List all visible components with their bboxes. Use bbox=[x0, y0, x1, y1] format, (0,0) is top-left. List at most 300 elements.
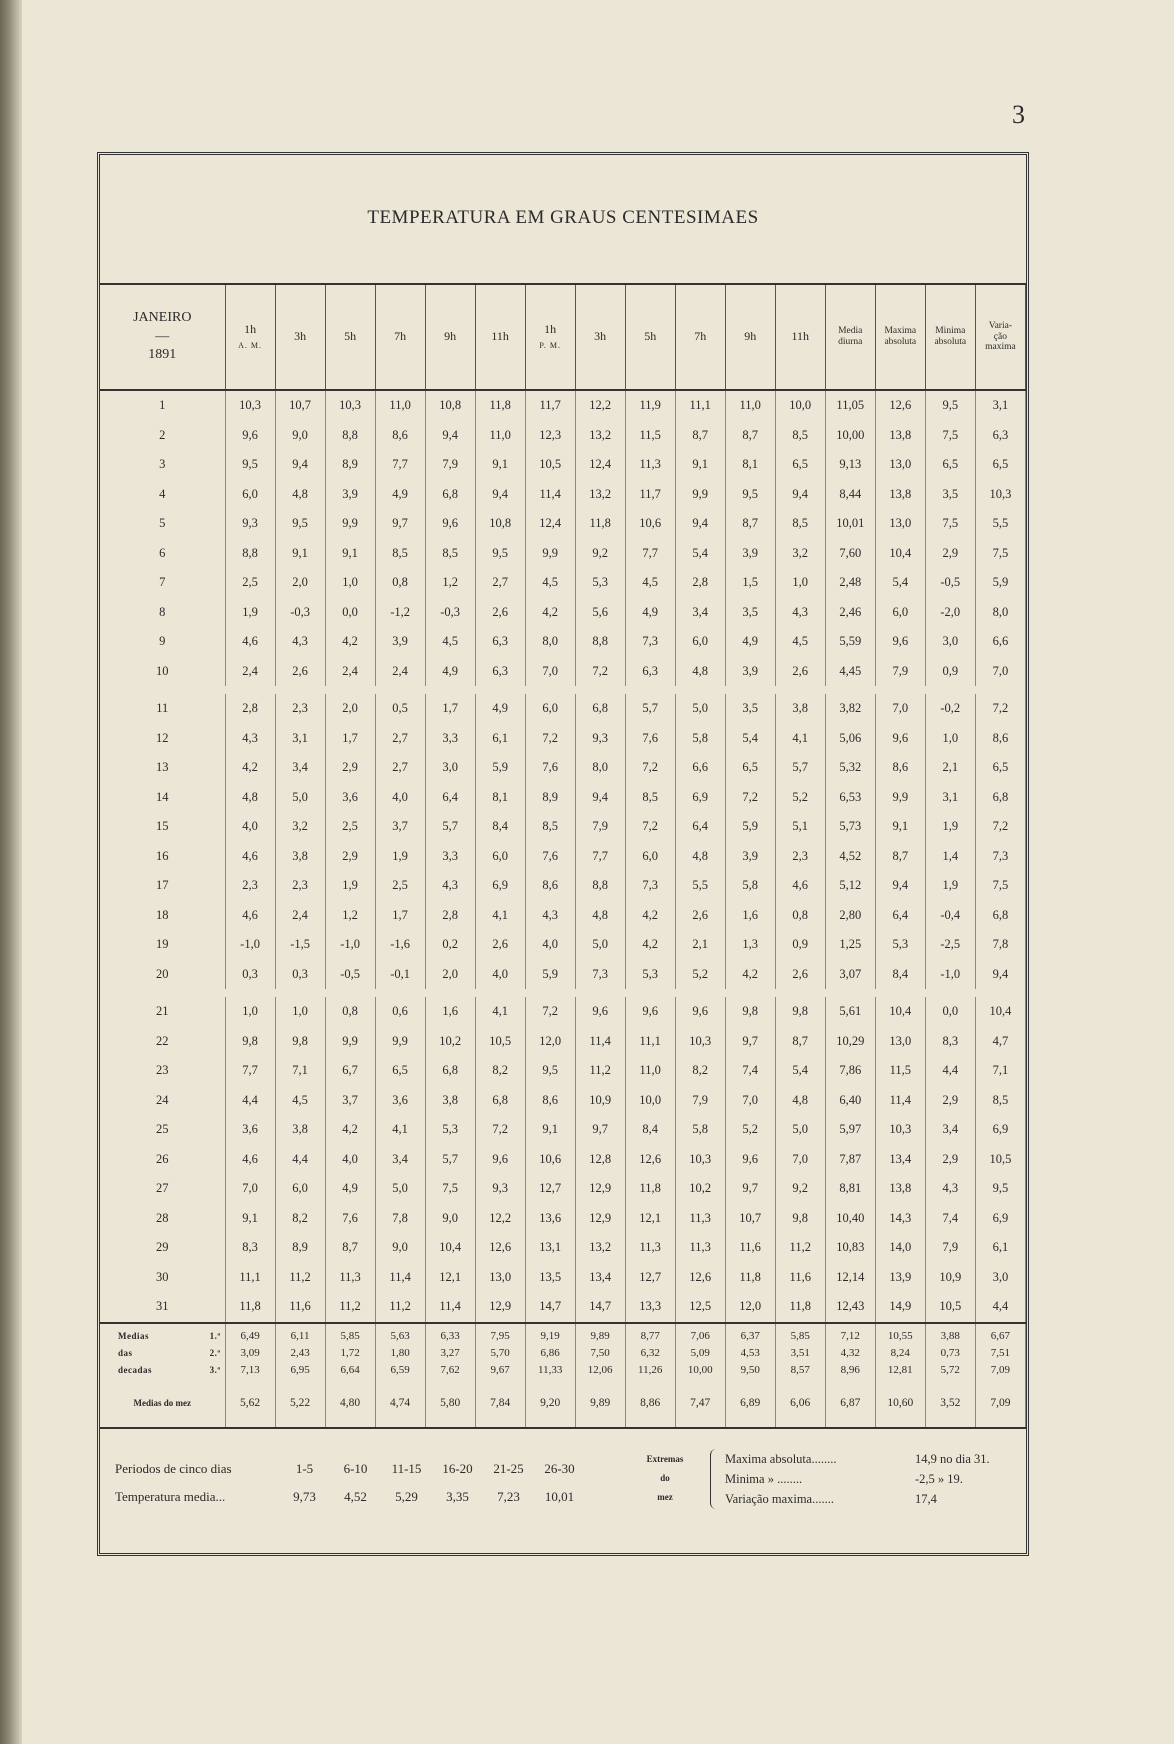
value-cell: 2,6 bbox=[475, 598, 525, 628]
value-cell: 8,5 bbox=[775, 509, 825, 539]
period-temp-row bbox=[115, 1483, 585, 1511]
value-cell: 7,0 bbox=[775, 1145, 825, 1175]
value-cell: 13,2 bbox=[575, 421, 625, 451]
value-cell: 11,4 bbox=[425, 1292, 475, 1323]
value-cell: 13,4 bbox=[575, 1263, 625, 1293]
variacao-maxima-header: Varia- ção maxima bbox=[975, 285, 1025, 390]
value-cell: 0,9 bbox=[925, 657, 975, 687]
value-cell: 10,4 bbox=[875, 997, 925, 1027]
value-cell: -0,1 bbox=[375, 960, 425, 990]
value-cell: 5,59 bbox=[825, 627, 875, 657]
value-cell: 3,8 bbox=[775, 694, 825, 724]
value-cell: 6,1 bbox=[975, 1233, 1025, 1263]
value-cell: 11,1 bbox=[625, 1027, 675, 1057]
value-cell: 13,8 bbox=[875, 421, 925, 451]
table-frame bbox=[97, 152, 1029, 1556]
value-cell: 7,9 bbox=[925, 1233, 975, 1263]
value-cell: 2,6 bbox=[775, 960, 825, 990]
decade-mean-value: 8,77 bbox=[625, 1323, 675, 1345]
value-cell: 5,3 bbox=[575, 568, 625, 598]
decade-mean-value: 5,85 bbox=[325, 1323, 375, 1345]
month-mean-value: 5,80 bbox=[425, 1379, 475, 1428]
decade-mean-value: 3,09 bbox=[225, 1345, 275, 1362]
value-cell: 9,13 bbox=[825, 450, 875, 480]
brace bbox=[710, 1449, 721, 1509]
value-cell: 7,7 bbox=[575, 842, 625, 872]
table-row bbox=[100, 901, 1026, 931]
value-cell: 0,8 bbox=[375, 568, 425, 598]
decade-mean-label bbox=[100, 1362, 225, 1379]
value-cell: 7,2 bbox=[625, 753, 675, 783]
table-row bbox=[100, 842, 1026, 872]
decade-mean-value: 7,51 bbox=[975, 1345, 1025, 1362]
decade-mean-value: 6,32 bbox=[625, 1345, 675, 1362]
hour-header: 11h bbox=[775, 285, 825, 390]
value-cell: 9,5 bbox=[725, 480, 775, 510]
period-value: 21-25 bbox=[493, 1461, 524, 1476]
extreme-row: Maxima absoluta........ 14,9 no dia 31. bbox=[725, 1451, 990, 1466]
value-cell: 7,8 bbox=[375, 1204, 425, 1234]
value-cell: 11,8 bbox=[775, 1292, 825, 1323]
value-cell: 4,2 bbox=[625, 901, 675, 931]
decade-mean-row bbox=[100, 1323, 1026, 1345]
table-row bbox=[100, 724, 1026, 754]
table-row bbox=[100, 539, 1026, 569]
period-value: 11-15 bbox=[391, 1461, 422, 1476]
value-cell: 13,6 bbox=[525, 1204, 575, 1234]
period-temp: 3,35 bbox=[446, 1489, 469, 1504]
value-cell: 6,40 bbox=[825, 1086, 875, 1116]
value-cell: 10,9 bbox=[575, 1086, 625, 1116]
value-cell: 9,6 bbox=[475, 1145, 525, 1175]
value-cell: 14,0 bbox=[875, 1233, 925, 1263]
value-cell: 3,1 bbox=[975, 390, 1025, 421]
temperature-media-label: Temperatura media... bbox=[115, 1489, 226, 1504]
periods-label: Periodos de cinco dias bbox=[115, 1461, 232, 1476]
decade-mean-value: 6,33 bbox=[425, 1323, 475, 1345]
value-cell: 8,1 bbox=[475, 783, 525, 813]
value-cell: 1,7 bbox=[425, 694, 475, 724]
extreme-row: Variação maxima....... 17,4 bbox=[725, 1491, 937, 1506]
value-cell: 7,0 bbox=[725, 1086, 775, 1116]
table-row bbox=[100, 871, 1026, 901]
value-cell: 10,00 bbox=[825, 421, 875, 451]
value-cell: 12,9 bbox=[475, 1292, 525, 1323]
value-cell: 1,0 bbox=[275, 997, 325, 1027]
table-row bbox=[100, 997, 1026, 1027]
value-cell: 13,4 bbox=[875, 1145, 925, 1175]
value-cell: 6,6 bbox=[675, 753, 725, 783]
value-cell: 2,7 bbox=[475, 568, 525, 598]
value-cell: 6,0 bbox=[625, 842, 675, 872]
value-cell: 4,52 bbox=[825, 842, 875, 872]
value-cell: 4,2 bbox=[525, 598, 575, 628]
value-cell: 12,7 bbox=[525, 1174, 575, 1204]
day-cell: 16 bbox=[100, 842, 225, 872]
table-row bbox=[100, 450, 1026, 480]
value-cell: 11,0 bbox=[625, 1056, 675, 1086]
value-cell: 3,2 bbox=[775, 539, 825, 569]
decade-mean-value: 7,50 bbox=[575, 1345, 625, 1362]
hour-header: 5h bbox=[325, 285, 375, 390]
value-cell: 1,9 bbox=[375, 842, 425, 872]
day-cell: 28 bbox=[100, 1204, 225, 1234]
day-cell: 9 bbox=[100, 627, 225, 657]
value-cell: 10,0 bbox=[775, 390, 825, 421]
month-mean-row bbox=[100, 1379, 1026, 1428]
value-cell: 4,2 bbox=[625, 930, 675, 960]
value-cell: 14,7 bbox=[525, 1292, 575, 1323]
value-cell: 2,8 bbox=[675, 568, 725, 598]
value-cell: 3,7 bbox=[375, 812, 425, 842]
day-cell: 25 bbox=[100, 1115, 225, 1145]
value-cell: 11,8 bbox=[625, 1174, 675, 1204]
value-cell: -2,5 bbox=[925, 930, 975, 960]
value-cell: 9,7 bbox=[725, 1027, 775, 1057]
value-cell: 5,3 bbox=[425, 1115, 475, 1145]
value-cell: 5,1 bbox=[775, 812, 825, 842]
value-cell: 5,5 bbox=[975, 509, 1025, 539]
value-cell: 10,5 bbox=[925, 1292, 975, 1323]
value-cell: 13,0 bbox=[875, 450, 925, 480]
value-cell: 5,4 bbox=[775, 1056, 825, 1086]
value-cell: 1,0 bbox=[925, 724, 975, 754]
value-cell: 3,9 bbox=[325, 480, 375, 510]
value-cell: 5,06 bbox=[825, 724, 875, 754]
value-cell: 7,2 bbox=[725, 783, 775, 813]
daily-rows bbox=[100, 390, 1026, 1428]
value-cell: 9,5 bbox=[925, 390, 975, 421]
value-cell: 3,1 bbox=[925, 783, 975, 813]
value-cell: 1,3 bbox=[725, 930, 775, 960]
value-cell: 10,4 bbox=[975, 997, 1025, 1027]
value-cell: 5,73 bbox=[825, 812, 875, 842]
value-cell: 2,3 bbox=[275, 694, 325, 724]
value-cell: 6,3 bbox=[475, 627, 525, 657]
value-cell: 4,9 bbox=[375, 480, 425, 510]
month-mean-value: 6,89 bbox=[725, 1379, 775, 1428]
month-mean-value: 3,52 bbox=[925, 1379, 975, 1428]
value-cell: 3,6 bbox=[375, 1086, 425, 1116]
value-cell: 0,9 bbox=[775, 930, 825, 960]
value-cell: -1,6 bbox=[375, 930, 425, 960]
value-cell: 3,6 bbox=[225, 1115, 275, 1145]
value-cell: 10,5 bbox=[525, 450, 575, 480]
value-cell: 9,8 bbox=[775, 1204, 825, 1234]
value-cell: 13,0 bbox=[875, 509, 925, 539]
value-cell: 8,7 bbox=[875, 842, 925, 872]
day-cell: 6 bbox=[100, 539, 225, 569]
value-cell: 9,4 bbox=[475, 480, 525, 510]
value-cell: 1,9 bbox=[925, 871, 975, 901]
value-cell: 2,4 bbox=[375, 657, 425, 687]
day-cell: 10 bbox=[100, 657, 225, 687]
value-cell: 13,8 bbox=[875, 1174, 925, 1204]
table-row bbox=[100, 1204, 1026, 1234]
hour-header: 1h P. M. bbox=[525, 285, 575, 390]
value-cell: 11,0 bbox=[375, 390, 425, 421]
decade-mean-value: 9,50 bbox=[725, 1362, 775, 1379]
value-cell: 7,9 bbox=[425, 450, 475, 480]
header-row bbox=[100, 285, 1026, 390]
value-cell: 5,97 bbox=[825, 1115, 875, 1145]
value-cell: 3,9 bbox=[725, 539, 775, 569]
value-cell: 4,3 bbox=[225, 724, 275, 754]
value-cell: 12,7 bbox=[625, 1263, 675, 1293]
value-cell: 0,5 bbox=[375, 694, 425, 724]
period-value: 26-30 bbox=[544, 1461, 575, 1476]
value-cell: 4,4 bbox=[275, 1145, 325, 1175]
table-row bbox=[100, 1115, 1026, 1145]
decade-word: Medias bbox=[118, 1331, 149, 1341]
value-cell: 6,1 bbox=[475, 724, 525, 754]
pm-label: P. M. bbox=[539, 341, 561, 351]
value-cell: 8,0 bbox=[975, 598, 1025, 628]
value-cell: 11,8 bbox=[725, 1263, 775, 1293]
value-cell: 5,0 bbox=[575, 930, 625, 960]
month-mean-value: 5,22 bbox=[275, 1379, 325, 1428]
value-cell: 11,05 bbox=[825, 390, 875, 421]
value-cell: 7,2 bbox=[525, 997, 575, 1027]
value-cell: 3,5 bbox=[725, 598, 775, 628]
hour-header: 5h bbox=[625, 285, 675, 390]
table-row bbox=[100, 568, 1026, 598]
value-cell: 10,3 bbox=[675, 1145, 725, 1175]
value-cell: 6,8 bbox=[575, 694, 625, 724]
value-cell: 4,9 bbox=[725, 627, 775, 657]
value-cell: 8,7 bbox=[325, 1233, 375, 1263]
decade-mean-value: 9,19 bbox=[525, 1323, 575, 1345]
value-cell: 5,12 bbox=[825, 871, 875, 901]
value-cell: 4,1 bbox=[475, 997, 525, 1027]
table-row bbox=[100, 753, 1026, 783]
value-cell: 6,9 bbox=[975, 1115, 1025, 1145]
value-cell: 7,8 bbox=[975, 930, 1025, 960]
value-cell: 9,9 bbox=[375, 1027, 425, 1057]
decade-mean-value: 7,95 bbox=[475, 1323, 525, 1345]
value-cell: 11,2 bbox=[325, 1292, 375, 1323]
value-cell: 3,9 bbox=[375, 627, 425, 657]
value-cell: 9,8 bbox=[225, 1027, 275, 1057]
value-cell: 6,5 bbox=[375, 1056, 425, 1086]
value-cell: 7,4 bbox=[925, 1204, 975, 1234]
value-cell: 11,2 bbox=[275, 1263, 325, 1293]
value-cell: 10,4 bbox=[425, 1233, 475, 1263]
day-cell: 20 bbox=[100, 960, 225, 990]
hour-header: 9h bbox=[725, 285, 775, 390]
month-mean-value: 7,09 bbox=[975, 1379, 1025, 1428]
value-cell: 13,1 bbox=[525, 1233, 575, 1263]
value-cell: 6,4 bbox=[675, 812, 725, 842]
value-cell: 9,8 bbox=[725, 997, 775, 1027]
value-cell: 10,40 bbox=[825, 1204, 875, 1234]
value-cell: 5,7 bbox=[425, 812, 475, 842]
decade-mean-value: 11,26 bbox=[625, 1362, 675, 1379]
value-cell: 7,6 bbox=[525, 842, 575, 872]
value-cell: 8,44 bbox=[825, 480, 875, 510]
value-cell: 1,6 bbox=[725, 901, 775, 931]
value-cell: 2,8 bbox=[425, 901, 475, 931]
value-cell: 13,5 bbox=[525, 1263, 575, 1293]
value-cell: 11,4 bbox=[875, 1086, 925, 1116]
value-cell: 9,1 bbox=[525, 1115, 575, 1145]
value-cell: 6,5 bbox=[775, 450, 825, 480]
value-cell: 4,8 bbox=[275, 480, 325, 510]
value-cell: 1,6 bbox=[425, 997, 475, 1027]
value-cell: 4,5 bbox=[775, 627, 825, 657]
value-cell: 11,3 bbox=[675, 1204, 725, 1234]
value-cell: 12,2 bbox=[575, 390, 625, 421]
decade-mean-value: 5,72 bbox=[925, 1362, 975, 1379]
table-row bbox=[100, 812, 1026, 842]
value-cell: 6,7 bbox=[325, 1056, 375, 1086]
value-cell: 4,3 bbox=[925, 1174, 975, 1204]
value-cell: 2,7 bbox=[375, 753, 425, 783]
day-cell: 12 bbox=[100, 724, 225, 754]
table-row bbox=[100, 1292, 1026, 1323]
value-cell: 9,3 bbox=[475, 1174, 525, 1204]
value-cell: 2,5 bbox=[225, 568, 275, 598]
value-cell: 4,3 bbox=[275, 627, 325, 657]
decade-mean-value: 6,95 bbox=[275, 1362, 325, 1379]
value-cell: 2,5 bbox=[325, 812, 375, 842]
value-cell: 4,0 bbox=[225, 812, 275, 842]
value-cell: 0,8 bbox=[325, 997, 375, 1027]
decade-ordinal: 2.ª bbox=[209, 1348, 221, 1358]
value-cell: 7,3 bbox=[625, 871, 675, 901]
value-cell: 4,4 bbox=[925, 1056, 975, 1086]
value-cell: 0,0 bbox=[325, 598, 375, 628]
value-cell: 11,7 bbox=[625, 480, 675, 510]
day-cell: 14 bbox=[100, 783, 225, 813]
value-cell: 4,6 bbox=[775, 871, 825, 901]
value-cell: 11,5 bbox=[875, 1056, 925, 1086]
table-row bbox=[100, 1174, 1026, 1204]
value-cell: 4,9 bbox=[325, 1174, 375, 1204]
decade-mean-value: 8,24 bbox=[875, 1345, 925, 1362]
decade-spacer bbox=[100, 989, 1026, 997]
day-cell: 31 bbox=[100, 1292, 225, 1323]
value-cell: 3,0 bbox=[425, 753, 475, 783]
value-cell: 8,5 bbox=[525, 812, 575, 842]
value-cell: 10,5 bbox=[975, 1145, 1025, 1175]
value-cell: 4,9 bbox=[475, 694, 525, 724]
value-cell: 3,1 bbox=[275, 724, 325, 754]
decade-mean-value: 5,70 bbox=[475, 1345, 525, 1362]
value-cell: 8,4 bbox=[875, 960, 925, 990]
page-binding-edge bbox=[0, 0, 22, 1744]
value-cell: 5,4 bbox=[675, 539, 725, 569]
value-cell: 2,3 bbox=[775, 842, 825, 872]
value-cell: 4,7 bbox=[975, 1027, 1025, 1057]
value-cell: 8,2 bbox=[275, 1204, 325, 1234]
day-cell: 8 bbox=[100, 598, 225, 628]
value-cell: 9,9 bbox=[325, 509, 375, 539]
value-cell: -0,4 bbox=[925, 901, 975, 931]
value-cell: 6,8 bbox=[975, 901, 1025, 931]
value-cell: 12,6 bbox=[675, 1263, 725, 1293]
value-cell: 12,4 bbox=[525, 509, 575, 539]
value-cell: 6,6 bbox=[975, 627, 1025, 657]
value-cell: 11,8 bbox=[475, 390, 525, 421]
hour-header: 9h bbox=[425, 285, 475, 390]
decade-mean-label bbox=[100, 1323, 225, 1345]
value-cell: 8,3 bbox=[925, 1027, 975, 1057]
value-cell: 8,3 bbox=[225, 1233, 275, 1263]
value-cell: 2,1 bbox=[925, 753, 975, 783]
value-cell: 7,2 bbox=[975, 812, 1025, 842]
value-cell: 6,0 bbox=[225, 480, 275, 510]
value-cell: 7,60 bbox=[825, 539, 875, 569]
value-cell: 8,6 bbox=[375, 421, 425, 451]
value-cell: 13,9 bbox=[875, 1263, 925, 1293]
value-cell: 2,46 bbox=[825, 598, 875, 628]
value-cell: 0,6 bbox=[375, 997, 425, 1027]
period-temp: 7,23 bbox=[497, 1489, 520, 1504]
value-cell: 3,0 bbox=[925, 627, 975, 657]
value-cell: 9,6 bbox=[425, 509, 475, 539]
value-cell: 4,9 bbox=[625, 598, 675, 628]
value-cell: 11,2 bbox=[775, 1233, 825, 1263]
decade-mean-value: 9,67 bbox=[475, 1362, 525, 1379]
value-cell: 10,01 bbox=[825, 509, 875, 539]
month-mean-value: 9,20 bbox=[525, 1379, 575, 1428]
value-cell: 6,9 bbox=[975, 1204, 1025, 1234]
month-mean-value: 4,74 bbox=[375, 1379, 425, 1428]
spacer-cell bbox=[100, 989, 1026, 997]
value-cell: -2,0 bbox=[925, 598, 975, 628]
value-cell: 13,2 bbox=[575, 1233, 625, 1263]
value-cell: 8,8 bbox=[575, 627, 625, 657]
table-row bbox=[100, 1086, 1026, 1116]
value-cell: 12,6 bbox=[875, 390, 925, 421]
month-mean-value: 10,60 bbox=[875, 1379, 925, 1428]
value-cell: 12,0 bbox=[725, 1292, 775, 1323]
value-cell: 13,3 bbox=[625, 1292, 675, 1323]
hour-header: 3h bbox=[275, 285, 325, 390]
value-cell: 7,5 bbox=[975, 871, 1025, 901]
value-cell: 2,80 bbox=[825, 901, 875, 931]
day-cell: 5 bbox=[100, 509, 225, 539]
decade-mean-value: 7,09 bbox=[975, 1362, 1025, 1379]
value-cell: 4,5 bbox=[425, 627, 475, 657]
value-cell: 9,6 bbox=[575, 997, 625, 1027]
hour-header: 7h bbox=[675, 285, 725, 390]
value-cell: 7,1 bbox=[275, 1056, 325, 1086]
value-cell: 9,4 bbox=[275, 450, 325, 480]
value-cell: 11,2 bbox=[575, 1056, 625, 1086]
value-cell: 5,8 bbox=[675, 724, 725, 754]
value-cell: 8,5 bbox=[625, 783, 675, 813]
day-cell: 19 bbox=[100, 930, 225, 960]
day-cell: 2 bbox=[100, 421, 225, 451]
value-cell: 12,9 bbox=[575, 1174, 625, 1204]
value-cell: 11,3 bbox=[625, 450, 675, 480]
decade-mean-value: 6,11 bbox=[275, 1323, 325, 1345]
value-cell: 2,4 bbox=[325, 657, 375, 687]
value-cell: -0,2 bbox=[925, 694, 975, 724]
value-cell: 7,2 bbox=[625, 812, 675, 842]
spacer-cell bbox=[100, 686, 1026, 694]
decade-mean-value: 7,06 bbox=[675, 1323, 725, 1345]
value-cell: 6,4 bbox=[425, 783, 475, 813]
value-cell: 7,3 bbox=[575, 960, 625, 990]
value-cell: 4,4 bbox=[975, 1292, 1025, 1323]
month-mean-value: 5,62 bbox=[225, 1379, 275, 1428]
value-cell: 5,61 bbox=[825, 997, 875, 1027]
value-cell: 11,8 bbox=[575, 509, 625, 539]
value-cell: 9,9 bbox=[875, 783, 925, 813]
